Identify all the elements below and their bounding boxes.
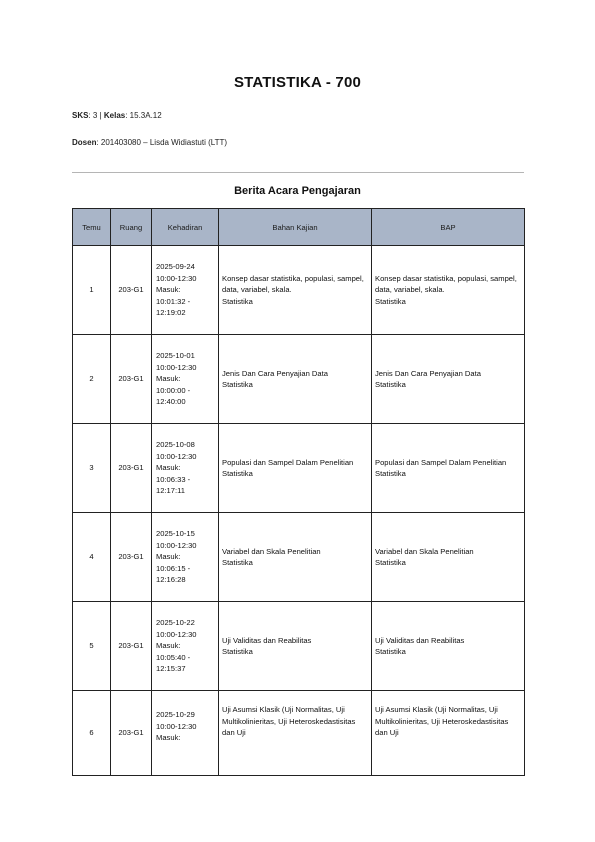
cell-ruang: 203-G1 bbox=[111, 246, 152, 335]
lecturer-info-line bbox=[72, 138, 227, 147]
cell-temu: 2 bbox=[73, 335, 111, 424]
cell-bahan-kajian bbox=[219, 602, 372, 691]
kehadiran-label: Masuk: bbox=[156, 463, 181, 473]
dosen-value: : 201403080 – Lisda Widiastuti (LTT) bbox=[96, 138, 228, 147]
cell-temu: 5 bbox=[73, 602, 111, 691]
kehadiran-schedule: 10:00-12:30 bbox=[156, 629, 197, 639]
bap-subject: Statistika bbox=[375, 647, 406, 656]
header-kehadiran: Kehadiran bbox=[152, 209, 219, 246]
bap-topic: Konsep dasar statistika, populasi, sampel, data, variabel, skala. bbox=[375, 273, 517, 295]
kehadiran-out: 12:16:28 bbox=[156, 575, 186, 585]
bahan-subject: Statistika bbox=[222, 558, 253, 567]
kehadiran-date: 2025-10-01 bbox=[156, 351, 195, 361]
kehadiran-in: 10:01:32 - bbox=[156, 296, 191, 306]
bap-topic: Jenis Dan Cara Penyajian Data bbox=[375, 368, 481, 378]
kehadiran-schedule: 10:00-12:30 bbox=[156, 362, 197, 372]
cell-kehadiran bbox=[152, 602, 219, 691]
cell-bahan-kajian bbox=[219, 424, 372, 513]
bahan-topic: Uji Asumsi Klasik (Uji Normalitas, Uji Multikolinieritas, Uji Heteroskedastisitas dan Uji bbox=[222, 705, 356, 737]
kehadiran-label: Masuk: bbox=[156, 285, 181, 295]
cell-temu: 4 bbox=[73, 513, 111, 602]
kehadiran-date: 2025-10-15 bbox=[156, 529, 195, 539]
kehadiran-out: 12:15:37 bbox=[156, 664, 186, 674]
cell-kehadiran bbox=[152, 513, 219, 602]
cell-temu: 1 bbox=[73, 246, 111, 335]
bahan-topic: Populasi dan Sampel Dalam Penelitian bbox=[222, 457, 354, 467]
cell-temu: 6 bbox=[73, 691, 111, 776]
kehadiran-in: 10:05:40 - bbox=[156, 652, 191, 662]
bap-topic: Uji Validitas dan Reabilitas bbox=[375, 635, 465, 645]
cell-ruang: 203-G1 bbox=[111, 424, 152, 513]
kehadiran-out: 12:40:00 bbox=[156, 397, 186, 407]
table-row bbox=[73, 602, 525, 691]
cell-ruang: 203-G1 bbox=[111, 335, 152, 424]
table-row bbox=[73, 691, 525, 776]
bahan-topic: Variabel dan Skala Penelitian bbox=[222, 546, 321, 556]
kehadiran-in: 10:06:15 - bbox=[156, 563, 191, 573]
kehadiran-schedule: 10:00-12:30 bbox=[156, 451, 197, 461]
page-title: STATISTIKA - 700 bbox=[233, 74, 362, 91]
cell-kehadiran bbox=[152, 246, 219, 335]
bap-subject: Statistika bbox=[375, 296, 406, 306]
cell-bap bbox=[372, 602, 525, 691]
cell-bahan-kajian bbox=[219, 513, 372, 602]
cell-bahan-kajian bbox=[219, 335, 372, 424]
bahan-topic: Uji Validitas dan Reabilitas bbox=[222, 635, 312, 645]
kehadiran-label: Masuk: bbox=[156, 374, 181, 384]
course-info-line bbox=[72, 111, 162, 120]
section-title: Berita Acara Pengajaran bbox=[234, 185, 361, 197]
cell-bap bbox=[372, 691, 525, 776]
cell-bap bbox=[372, 246, 525, 335]
kehadiran-out: 12:17:11 bbox=[156, 486, 185, 496]
bap-subject: Statistika bbox=[375, 558, 406, 567]
header-bap: BAP bbox=[372, 209, 525, 246]
cell-kehadiran bbox=[152, 424, 219, 513]
bap-topic: Uji Asumsi Klasik (Uji Normalitas, Uji Multikolinieritas, Uji Heteroskedastisitas dan Uji bbox=[375, 705, 509, 737]
kehadiran-date: 2025-09-24 bbox=[156, 262, 195, 272]
kehadiran-date: 2025-10-08 bbox=[156, 440, 195, 450]
cell-bahan-kajian bbox=[219, 691, 372, 776]
kehadiran-schedule: 10:00-12:30 bbox=[156, 721, 197, 731]
kehadiran-label: Masuk: bbox=[156, 641, 181, 651]
sks-value: : 3 | bbox=[88, 111, 104, 120]
teaching-record-table bbox=[72, 208, 525, 776]
bap-topic: Populasi dan Sampel Dalam Penelitian bbox=[375, 457, 507, 467]
table-row bbox=[73, 424, 525, 513]
kehadiran-label: Masuk: bbox=[156, 552, 181, 562]
cell-temu: 3 bbox=[73, 424, 111, 513]
cell-bap bbox=[372, 424, 525, 513]
kehadiran-in: 10:00:00 - bbox=[156, 385, 191, 395]
header-temu: Temu bbox=[73, 209, 111, 246]
kehadiran-date: 2025-10-22 bbox=[156, 618, 195, 628]
sks-label: SKS bbox=[72, 111, 89, 120]
cell-ruang: 203-G1 bbox=[111, 513, 152, 602]
bahan-subject: Statistika bbox=[222, 296, 253, 306]
cell-bahan-kajian bbox=[219, 246, 372, 335]
cell-ruang: 203-G1 bbox=[111, 602, 152, 691]
header-bahan-kajian: Bahan Kajian bbox=[219, 209, 372, 246]
kehadiran-date: 2025-10-29 bbox=[156, 710, 195, 719]
kelas-value: : 15.3A.12 bbox=[125, 111, 162, 120]
cell-bap bbox=[372, 513, 525, 602]
table-row bbox=[73, 246, 525, 335]
table-header-row bbox=[73, 209, 525, 246]
kehadiran-out: 12:19:02 bbox=[156, 308, 186, 318]
bahan-subject: Statistika bbox=[222, 647, 253, 656]
section-divider bbox=[72, 172, 524, 173]
bap-subject: Statistika bbox=[375, 469, 406, 478]
kehadiran-schedule: 10:00-12:30 bbox=[156, 540, 197, 550]
kehadiran-label: Masuk: bbox=[156, 733, 181, 742]
table-row bbox=[73, 513, 525, 602]
kehadiran-schedule: 10:00-12:30 bbox=[156, 273, 197, 283]
table-row bbox=[73, 335, 525, 424]
kehadiran-in: 10:06:33 - bbox=[156, 474, 191, 484]
cell-ruang: 203-G1 bbox=[111, 691, 152, 776]
bap-topic: Variabel dan Skala Penelitian bbox=[375, 546, 474, 556]
bahan-subject: Statistika bbox=[222, 469, 253, 478]
dosen-label: Dosen bbox=[72, 138, 97, 147]
cell-kehadiran bbox=[152, 691, 219, 776]
bahan-topic: Konsep dasar statistika, populasi, sampel, data, variabel, skala. bbox=[222, 273, 364, 295]
bahan-subject: Statistika bbox=[222, 380, 253, 389]
cell-bap bbox=[372, 335, 525, 424]
kelas-label: Kelas bbox=[103, 111, 126, 120]
cell-kehadiran bbox=[152, 335, 219, 424]
bap-subject: Statistika bbox=[375, 380, 406, 389]
header-ruang: Ruang bbox=[111, 209, 152, 246]
bahan-topic: Jenis Dan Cara Penyajian Data bbox=[222, 368, 328, 378]
